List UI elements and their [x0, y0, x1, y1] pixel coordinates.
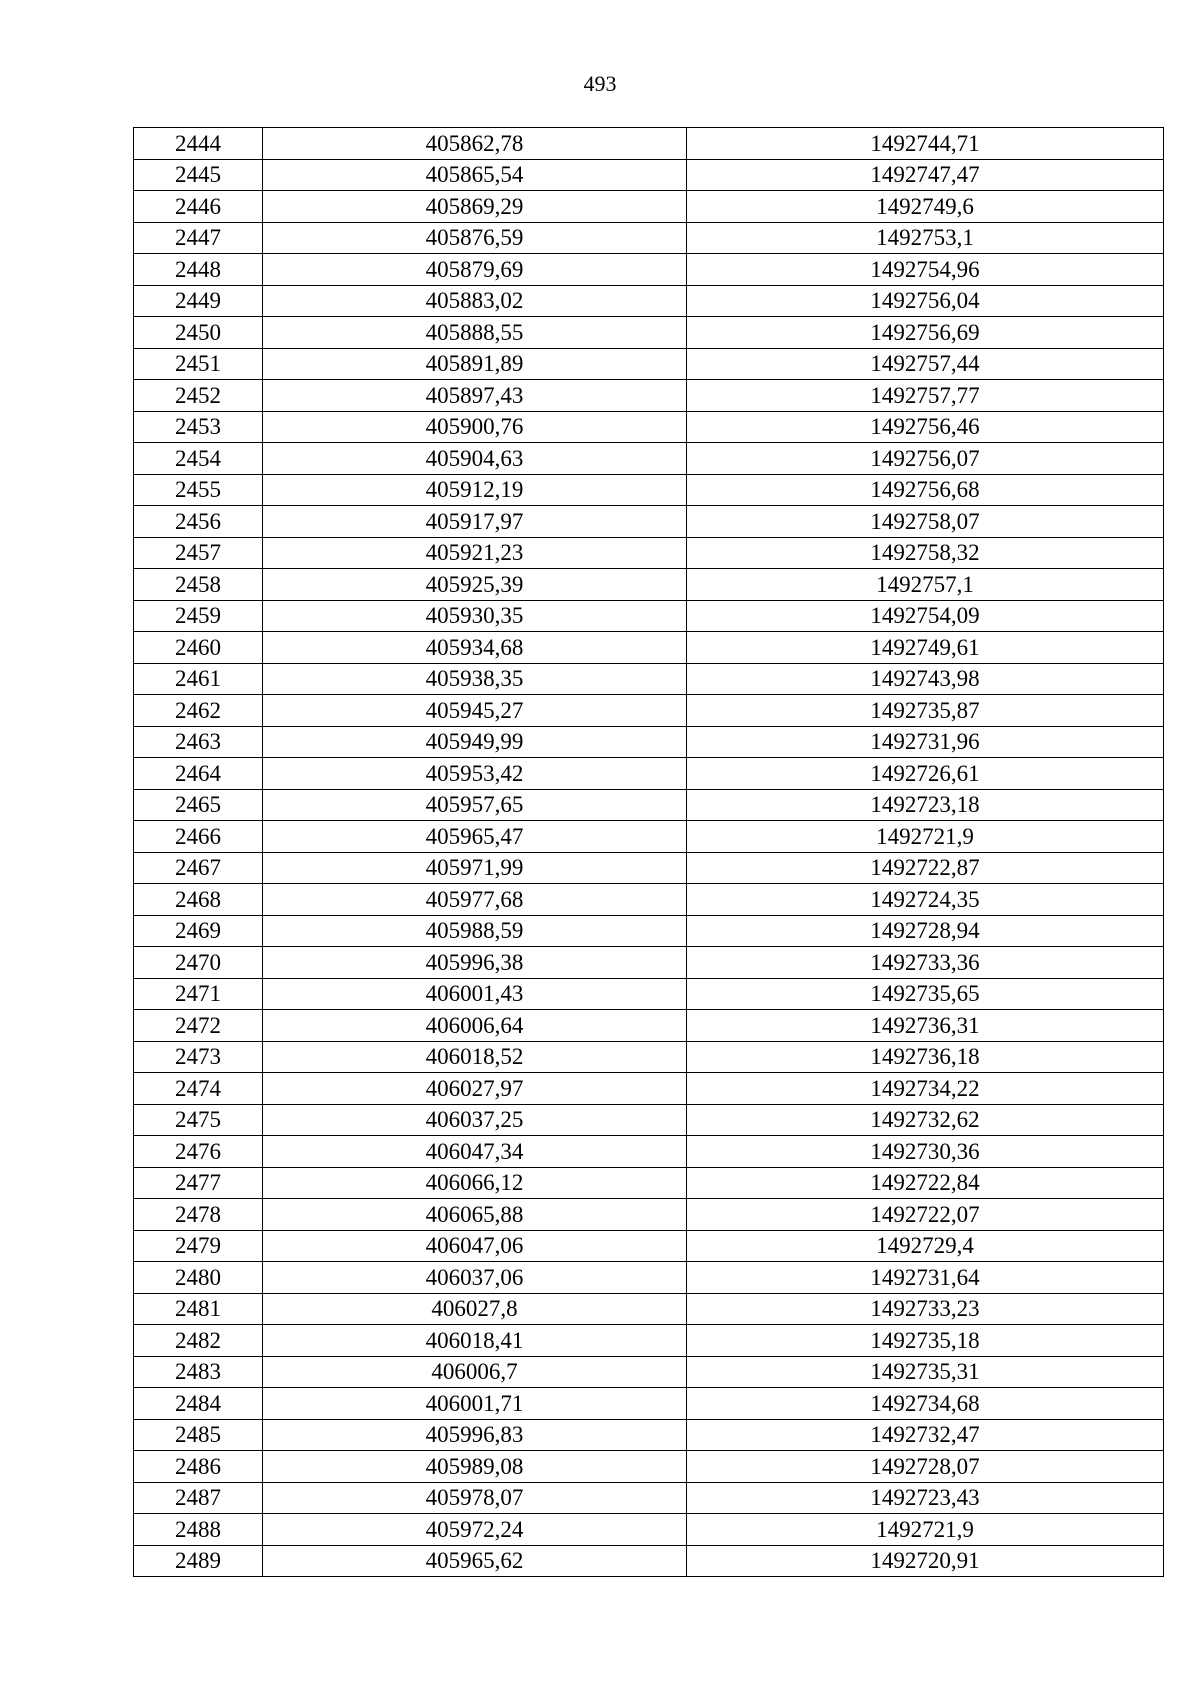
table-row: [134, 1136, 1164, 1168]
table-row: [134, 506, 1164, 538]
y-coordinate-cell: 1492743,98: [687, 663, 1164, 695]
y-coordinate-cell: 1492756,69: [687, 317, 1164, 349]
x-coordinate-cell: 405957,65: [263, 789, 687, 821]
y-coordinate-cell: 1492732,62: [687, 1104, 1164, 1136]
table-row: [134, 1167, 1164, 1199]
y-coordinate-cell: 1492731,96: [687, 726, 1164, 758]
x-coordinate-cell: 405865,54: [263, 159, 687, 191]
x-coordinate-cell: 405912,19: [263, 474, 687, 506]
y-coordinate-cell: 1492735,18: [687, 1325, 1164, 1357]
point-number-cell: 2479: [134, 1230, 263, 1262]
table-row: [134, 1104, 1164, 1136]
x-coordinate-cell: 405883,02: [263, 285, 687, 317]
table-row: [134, 222, 1164, 254]
y-coordinate-cell: 1492756,04: [687, 285, 1164, 317]
y-coordinate-cell: 1492758,32: [687, 537, 1164, 569]
point-number-cell: 2461: [134, 663, 263, 695]
x-coordinate-cell: 406018,52: [263, 1041, 687, 1073]
point-number-cell: 2485: [134, 1419, 263, 1451]
point-number-cell: 2468: [134, 884, 263, 916]
table-row: [134, 1514, 1164, 1546]
x-coordinate-cell: 405977,68: [263, 884, 687, 916]
point-number-cell: 2484: [134, 1388, 263, 1420]
x-coordinate-cell: 405965,62: [263, 1545, 687, 1577]
table-row: [134, 852, 1164, 884]
y-coordinate-cell: 1492733,36: [687, 947, 1164, 979]
table-row: [134, 1545, 1164, 1577]
point-number-cell: 2483: [134, 1356, 263, 1388]
x-coordinate-cell: 405971,99: [263, 852, 687, 884]
x-coordinate-cell: 405988,59: [263, 915, 687, 947]
y-coordinate-cell: 1492728,94: [687, 915, 1164, 947]
table-row: [134, 1010, 1164, 1042]
x-coordinate-cell: 405945,27: [263, 695, 687, 727]
y-coordinate-cell: 1492754,09: [687, 600, 1164, 632]
x-coordinate-cell: 405972,24: [263, 1514, 687, 1546]
point-number-cell: 2463: [134, 726, 263, 758]
point-number-cell: 2450: [134, 317, 263, 349]
table-row: [134, 537, 1164, 569]
y-coordinate-cell: 1492757,77: [687, 380, 1164, 412]
point-number-cell: 2488: [134, 1514, 263, 1546]
x-coordinate-cell: 406047,34: [263, 1136, 687, 1168]
table-row: [134, 915, 1164, 947]
table-row: [134, 1356, 1164, 1388]
y-coordinate-cell: 1492721,9: [687, 821, 1164, 853]
point-number-cell: 2458: [134, 569, 263, 601]
y-coordinate-cell: 1492736,18: [687, 1041, 1164, 1073]
table-row: [134, 159, 1164, 191]
y-coordinate-cell: 1492730,36: [687, 1136, 1164, 1168]
x-coordinate-cell: 405965,47: [263, 821, 687, 853]
y-coordinate-cell: 1492753,1: [687, 222, 1164, 254]
table-row: [134, 191, 1164, 223]
y-coordinate-cell: 1492744,71: [687, 128, 1164, 160]
y-coordinate-cell: 1492758,07: [687, 506, 1164, 538]
x-coordinate-cell: 405879,69: [263, 254, 687, 286]
y-coordinate-cell: 1492722,84: [687, 1167, 1164, 1199]
y-coordinate-cell: 1492749,61: [687, 632, 1164, 664]
y-coordinate-cell: 1492724,35: [687, 884, 1164, 916]
y-coordinate-cell: 1492735,87: [687, 695, 1164, 727]
point-number-cell: 2444: [134, 128, 263, 160]
y-coordinate-cell: 1492732,47: [687, 1419, 1164, 1451]
x-coordinate-cell: 406037,25: [263, 1104, 687, 1136]
point-number-cell: 2445: [134, 159, 263, 191]
point-number-cell: 2446: [134, 191, 263, 223]
x-coordinate-cell: 405876,59: [263, 222, 687, 254]
x-coordinate-cell: 405934,68: [263, 632, 687, 664]
point-number-cell: 2453: [134, 411, 263, 443]
y-coordinate-cell: 1492728,07: [687, 1451, 1164, 1483]
x-coordinate-cell: 406065,88: [263, 1199, 687, 1231]
table-row: [134, 1482, 1164, 1514]
point-number-cell: 2457: [134, 537, 263, 569]
x-coordinate-cell: 405949,99: [263, 726, 687, 758]
point-number-cell: 2474: [134, 1073, 263, 1105]
x-coordinate-cell: 405862,78: [263, 128, 687, 160]
point-number-cell: 2459: [134, 600, 263, 632]
x-coordinate-cell: 405996,38: [263, 947, 687, 979]
table-row: [134, 285, 1164, 317]
table-row: [134, 821, 1164, 853]
y-coordinate-cell: 1492734,22: [687, 1073, 1164, 1105]
point-number-cell: 2476: [134, 1136, 263, 1168]
table-row: [134, 474, 1164, 506]
x-coordinate-cell: 405891,89: [263, 348, 687, 380]
coordinates-table: [133, 127, 1164, 1577]
x-coordinate-cell: 406006,64: [263, 1010, 687, 1042]
table-row: [134, 1262, 1164, 1294]
table-row: [134, 569, 1164, 601]
table-row: [134, 726, 1164, 758]
table-row: [134, 1230, 1164, 1262]
table-row: [134, 632, 1164, 664]
x-coordinate-cell: 406027,97: [263, 1073, 687, 1105]
y-coordinate-cell: 1492735,65: [687, 978, 1164, 1010]
table-row: [134, 1041, 1164, 1073]
y-coordinate-cell: 1492749,6: [687, 191, 1164, 223]
y-coordinate-cell: 1492757,44: [687, 348, 1164, 380]
table-row: [134, 1293, 1164, 1325]
table-row: [134, 254, 1164, 286]
x-coordinate-cell: 405978,07: [263, 1482, 687, 1514]
point-number-cell: 2470: [134, 947, 263, 979]
table-row: [134, 1388, 1164, 1420]
y-coordinate-cell: 1492757,1: [687, 569, 1164, 601]
x-coordinate-cell: 405989,08: [263, 1451, 687, 1483]
y-coordinate-cell: 1492756,46: [687, 411, 1164, 443]
point-number-cell: 2481: [134, 1293, 263, 1325]
point-number-cell: 2472: [134, 1010, 263, 1042]
x-coordinate-cell: 405921,23: [263, 537, 687, 569]
table-row: [134, 411, 1164, 443]
point-number-cell: 2454: [134, 443, 263, 475]
y-coordinate-cell: 1492723,18: [687, 789, 1164, 821]
coordinates-table-body: [134, 128, 1164, 1577]
table-row: [134, 1325, 1164, 1357]
table-row: [134, 947, 1164, 979]
table-row: [134, 978, 1164, 1010]
point-number-cell: 2447: [134, 222, 263, 254]
point-number-cell: 2473: [134, 1041, 263, 1073]
x-coordinate-cell: 405996,83: [263, 1419, 687, 1451]
point-number-cell: 2451: [134, 348, 263, 380]
point-number-cell: 2482: [134, 1325, 263, 1357]
x-coordinate-cell: 405904,63: [263, 443, 687, 475]
y-coordinate-cell: 1492729,4: [687, 1230, 1164, 1262]
point-number-cell: 2464: [134, 758, 263, 790]
y-coordinate-cell: 1492756,07: [687, 443, 1164, 475]
table-row: [134, 348, 1164, 380]
x-coordinate-cell: 406027,8: [263, 1293, 687, 1325]
table-row: [134, 884, 1164, 916]
x-coordinate-cell: 406001,71: [263, 1388, 687, 1420]
table-row: [134, 380, 1164, 412]
point-number-cell: 2489: [134, 1545, 263, 1577]
x-coordinate-cell: 406001,43: [263, 978, 687, 1010]
x-coordinate-cell: 406018,41: [263, 1325, 687, 1357]
table-row: [134, 128, 1164, 160]
point-number-cell: 2465: [134, 789, 263, 821]
table-row: [134, 758, 1164, 790]
y-coordinate-cell: 1492722,87: [687, 852, 1164, 884]
point-number-cell: 2456: [134, 506, 263, 538]
x-coordinate-cell: 406066,12: [263, 1167, 687, 1199]
point-number-cell: 2452: [134, 380, 263, 412]
point-number-cell: 2467: [134, 852, 263, 884]
table-row: [134, 1073, 1164, 1105]
table-row: [134, 695, 1164, 727]
y-coordinate-cell: 1492736,31: [687, 1010, 1164, 1042]
x-coordinate-cell: 406047,06: [263, 1230, 687, 1262]
point-number-cell: 2475: [134, 1104, 263, 1136]
point-number-cell: 2477: [134, 1167, 263, 1199]
y-coordinate-cell: 1492747,47: [687, 159, 1164, 191]
point-number-cell: 2462: [134, 695, 263, 727]
x-coordinate-cell: 405869,29: [263, 191, 687, 223]
y-coordinate-cell: 1492756,68: [687, 474, 1164, 506]
x-coordinate-cell: 405888,55: [263, 317, 687, 349]
y-coordinate-cell: 1492720,91: [687, 1545, 1164, 1577]
y-coordinate-cell: 1492723,43: [687, 1482, 1164, 1514]
table-row: [134, 600, 1164, 632]
point-number-cell: 2486: [134, 1451, 263, 1483]
x-coordinate-cell: 405900,76: [263, 411, 687, 443]
table-row: [134, 663, 1164, 695]
table-row: [134, 317, 1164, 349]
page-number: 493: [583, 71, 617, 96]
y-coordinate-cell: 1492754,96: [687, 254, 1164, 286]
y-coordinate-cell: 1492731,64: [687, 1262, 1164, 1294]
y-coordinate-cell: 1492733,23: [687, 1293, 1164, 1325]
x-coordinate-cell: 405930,35: [263, 600, 687, 632]
x-coordinate-cell: 405897,43: [263, 380, 687, 412]
y-coordinate-cell: 1492726,61: [687, 758, 1164, 790]
point-number-cell: 2448: [134, 254, 263, 286]
point-number-cell: 2460: [134, 632, 263, 664]
point-number-cell: 2478: [134, 1199, 263, 1231]
point-number-cell: 2449: [134, 285, 263, 317]
x-coordinate-cell: 405953,42: [263, 758, 687, 790]
point-number-cell: 2469: [134, 915, 263, 947]
point-number-cell: 2466: [134, 821, 263, 853]
point-number-cell: 2455: [134, 474, 263, 506]
x-coordinate-cell: 405917,97: [263, 506, 687, 538]
x-coordinate-cell: 405938,35: [263, 663, 687, 695]
x-coordinate-cell: 405925,39: [263, 569, 687, 601]
y-coordinate-cell: 1492722,07: [687, 1199, 1164, 1231]
y-coordinate-cell: 1492721,9: [687, 1514, 1164, 1546]
x-coordinate-cell: 406006,7: [263, 1356, 687, 1388]
point-number-cell: 2471: [134, 978, 263, 1010]
table-row: [134, 1451, 1164, 1483]
table-row: [134, 1199, 1164, 1231]
y-coordinate-cell: 1492735,31: [687, 1356, 1164, 1388]
table-row: [134, 1419, 1164, 1451]
table-row: [134, 789, 1164, 821]
point-number-cell: 2480: [134, 1262, 263, 1294]
y-coordinate-cell: 1492734,68: [687, 1388, 1164, 1420]
x-coordinate-cell: 406037,06: [263, 1262, 687, 1294]
point-number-cell: 2487: [134, 1482, 263, 1514]
table-row: [134, 443, 1164, 475]
